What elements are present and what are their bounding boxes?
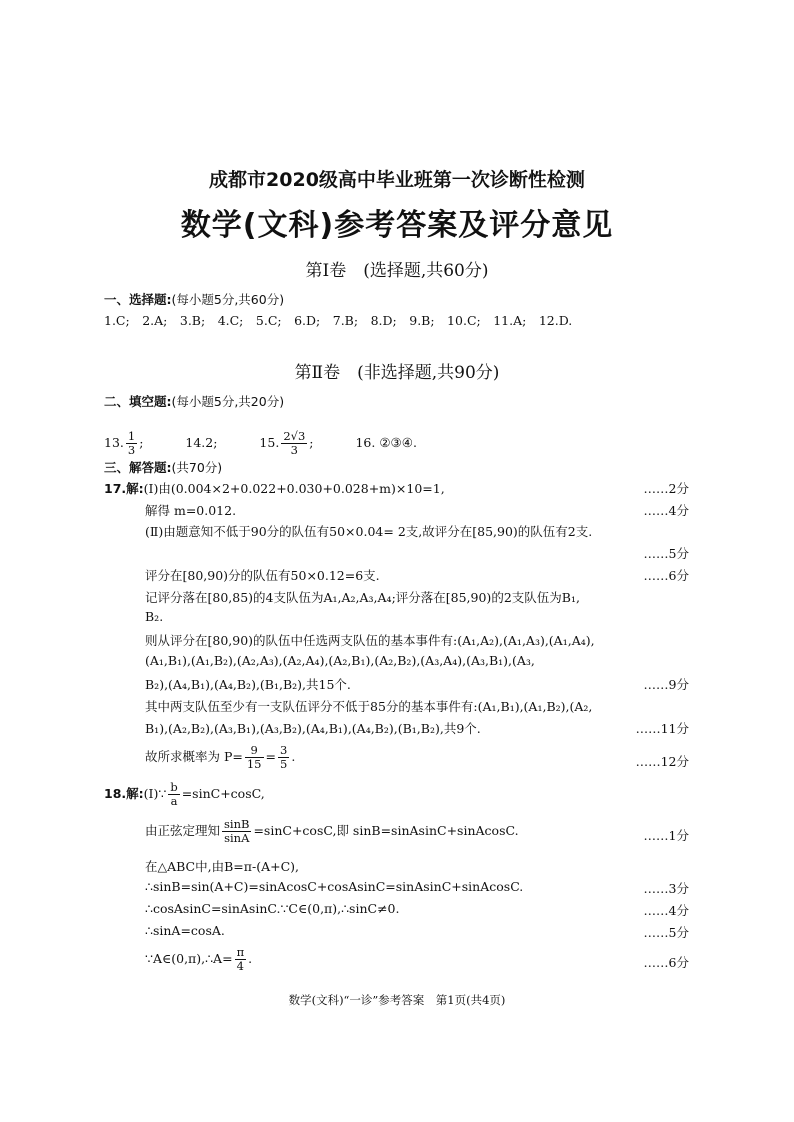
page-footer: 数学(文科)“一诊”参考答案 第1页(共4页) xyxy=(288,993,506,1007)
section-choice-heading xyxy=(104,290,284,308)
q18-points-4: ……3分 xyxy=(643,881,689,896)
q17-line-5: 记评分落在[80,85)的4支队伍为A₁,A₂,A₃,A₄;评分落在[85,90)的2支队伍为B₁, xyxy=(145,590,580,605)
q17-line-7: 则从评分在[80,90)的队伍中任选两支队伍的基本事件有:(A₁,A₂),(A₁,A₃),(A₁,A₄), xyxy=(145,633,595,648)
fill-13-denominator: 3 xyxy=(127,443,136,457)
section-solve-note: (共70分) xyxy=(171,460,223,475)
part2-heading: 第Ⅱ卷 (非选择题,共90分) xyxy=(294,363,500,383)
q18-fraction-pi4-denominator: 4 xyxy=(236,959,244,973)
section-solve-label: 三、解答题: xyxy=(104,460,172,475)
q17-prob-fraction-2 xyxy=(278,744,289,771)
q17-line-3: (Ⅱ)由题意知不低于90分的队伍有50×0.04= 2支,故评分在[85,90)的队伍有2支. xyxy=(145,524,593,539)
q18-text-2-rest: =sinC+cosC,即 sinB=sinAsinC+sinAcosC. xyxy=(253,823,519,838)
q17-line-12 xyxy=(145,744,295,771)
q17-points-2: ……4分 xyxy=(643,503,689,518)
section-fill-note: (每小题5分,共20分) xyxy=(171,394,285,409)
q17-points-4: ……6分 xyxy=(643,568,689,583)
fill-15-denominator: 3 xyxy=(290,443,298,457)
q17-points-3: ……5分 xyxy=(643,546,689,561)
fill-13-numerator: 1 xyxy=(127,429,136,443)
fill-15-numerator: 2√3 xyxy=(283,429,306,443)
q17-points-11: ……11分 xyxy=(635,721,689,736)
q17-prob-equals: = xyxy=(265,749,276,764)
q17-prob-f1-numerator: 9 xyxy=(245,744,264,758)
fill-13-suffix: ; xyxy=(139,435,144,450)
q17-line-4: 评分在[80,90)分的队伍有50×0.12=6支. xyxy=(145,568,380,583)
q17-line-9: B₂),(A₄,B₁),(A₄,B₂),(B₁,B₂),共15个. xyxy=(145,677,351,692)
q18-fraction-ba xyxy=(168,781,179,808)
q18-fraction-sin-denominator: sinA xyxy=(224,831,250,845)
document-title: 成都市2020级高中毕业班第一次诊断性检测 xyxy=(209,169,585,191)
fill-13-fraction xyxy=(126,430,137,457)
q18-points-2: ……1分 xyxy=(643,828,689,843)
q18-label: 18.解: xyxy=(104,786,144,801)
q18-points-7: ……6分 xyxy=(643,955,689,970)
q17-line-6: B₂. xyxy=(145,609,164,624)
fill-14: 14.2; xyxy=(185,435,218,450)
q17-points-1: ……2分 xyxy=(643,481,689,496)
q18-text-7-end: . xyxy=(248,951,253,966)
part1-heading: 第Ⅰ卷 (选择题,共60分) xyxy=(305,261,489,281)
q17-prob-prefix: 故所求概率为 P= xyxy=(145,749,243,764)
q18-points-5: ……4分 xyxy=(643,903,689,918)
section-fill-heading xyxy=(104,392,284,410)
fill-15-suffix: ; xyxy=(309,435,314,450)
q18-fraction-ba-denominator: a xyxy=(170,794,178,808)
q18-fraction-sin-numerator: sinB xyxy=(224,817,250,831)
q17-points-12: ……12分 xyxy=(635,754,689,769)
q17-line-8: (A₁,B₁),(A₁,B₂),(A₂,A₃),(A₂,A₄),(A₂,B₁),(A₂,B₂),(A₃,A₄),(A₃,B₁),(A₃, xyxy=(145,653,535,668)
q18-fraction-pi4 xyxy=(235,946,247,973)
q18-line-6: ∴sinA=cosA. xyxy=(145,923,225,938)
choice-answers: 1.C; 2.A; 3.B; 4.C; 5.C; 6.D; 7.B; 8.D; 9.B; 10.C; 11.A; 12.D. xyxy=(104,313,573,328)
q18-text-1-rest: =sinC+cosC, xyxy=(181,786,265,801)
q18-fraction-pi4-numerator: π xyxy=(236,945,245,959)
fill-15-prefix: 15. xyxy=(259,435,280,450)
q18-line-5: ∴cosAsinC=sinAsinC.∵C∈(0,π),∴sinC≠0. xyxy=(145,901,400,916)
q18-line-3: 在△ABC中,由B=π-(A+C), xyxy=(145,859,299,874)
q17-prob-f2-denominator: 5 xyxy=(279,757,288,771)
fill-15-fraction xyxy=(281,430,307,457)
q17-points-9: ……9分 xyxy=(643,677,689,692)
q17-line-10: 其中两支队伍至少有一支队伍评分不低于85分的基本事件有:(A₁,B₁),(A₁,B₂),(A₂, xyxy=(145,699,593,714)
q18-line-7 xyxy=(145,946,252,973)
q17-prob-end: . xyxy=(291,749,296,764)
fill-16: 16. ②③④. xyxy=(355,435,417,450)
q18-text-1-prefix: (Ⅰ)∵ xyxy=(143,786,167,801)
fill-answers xyxy=(104,430,417,457)
q18-fraction-ba-numerator: b xyxy=(170,780,178,794)
section-fill-label: 二、填空题: xyxy=(104,394,172,409)
q18-text-7-prefix: ∵A∈(0,π),∴A= xyxy=(145,951,233,966)
q18-line-1 xyxy=(104,781,265,808)
q18-fraction-sin xyxy=(222,818,251,845)
q18-line-2 xyxy=(145,818,519,845)
q17-prob-f1-denominator: 15 xyxy=(246,757,262,771)
q17-line-1 xyxy=(104,479,445,497)
q17-label: 17.解: xyxy=(104,481,144,496)
fill-13-prefix: 13. xyxy=(104,435,124,450)
document-subtitle: 数学(文科)参考答案及评分意见 xyxy=(180,208,614,243)
q17-line-2: 解得 m=0.012. xyxy=(145,503,237,518)
q17-line-11: B₁),(A₂,B₂),(A₃,B₁),(A₃,B₂),(A₄,B₁),(A₄,B₂),(B₁,B₂),共9个. xyxy=(145,721,481,736)
q17-prob-fraction-1 xyxy=(245,744,264,771)
section-solve-heading xyxy=(104,458,222,476)
q18-points-6: ……5分 xyxy=(643,925,689,940)
section-choice-label: 一、选择题: xyxy=(104,292,172,307)
q18-line-4: ∴sinB=sin(A+C)=sinAcosC+cosAsinC=sinAsinC+sinAcosC. xyxy=(145,879,524,894)
section-choice-note: (每小题5分,共60分) xyxy=(171,292,285,307)
q18-text-2-prefix: 由正弦定理知 xyxy=(145,823,221,838)
q17-prob-f2-numerator: 3 xyxy=(279,743,288,757)
q17-text-1: (Ⅰ)由(0.004×2+0.022+0.030+0.028+m)×10=1, xyxy=(143,481,445,496)
